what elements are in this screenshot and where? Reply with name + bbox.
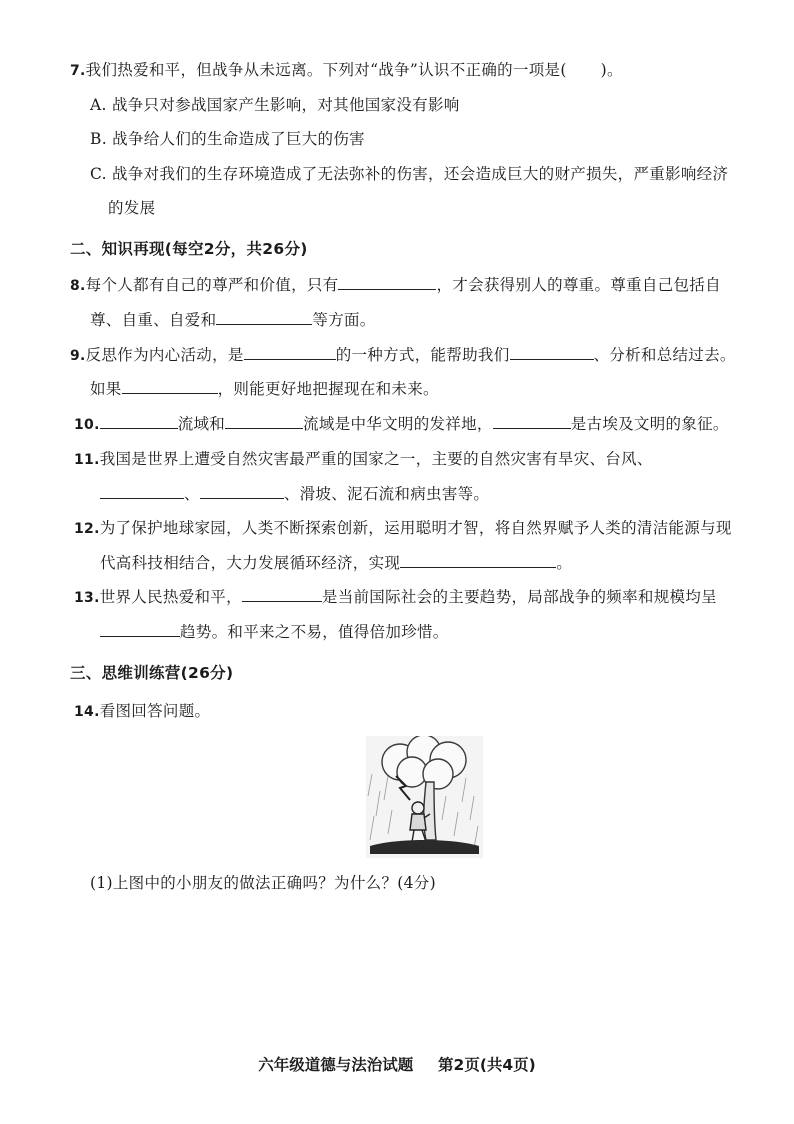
- q9-line-1: [70, 344, 736, 367]
- storm-tree-illustration: [366, 736, 483, 858]
- q11-blank-2[interactable]: [200, 483, 284, 499]
- q12-line-2: [100, 552, 572, 574]
- q7-option-c: C. 战争对我们的生存环境造成了无法弥补的伤害，还会造成巨大的财产损失，严重影响经济: [90, 165, 729, 183]
- q9-text-c: 、分析和总结过去。: [593, 346, 736, 364]
- q14-answer-area[interactable]: [90, 906, 750, 1026]
- q13-text-a: 世界人民热爱和平，: [99, 588, 242, 606]
- section-heading-3: 三、思维训练营(26分): [70, 664, 234, 682]
- q13-blank-2[interactable]: [100, 621, 180, 637]
- q9-blank-2[interactable]: [510, 344, 594, 360]
- q12-text-c: 。: [556, 554, 573, 572]
- q9-text-d: 如果: [90, 380, 122, 398]
- q10-text-c: 是古埃及文明的象征。: [570, 415, 729, 433]
- q7-option-c-cont: 的发展: [108, 199, 156, 217]
- q8-blank-2[interactable]: [216, 309, 312, 325]
- q7-number: 7.: [70, 63, 86, 79]
- q10-blank-1[interactable]: [100, 413, 178, 429]
- q13-text-b: 是当前国际社会的主要趋势，局部战争的频率和规模均呈: [321, 588, 717, 606]
- q8-number: 8.: [70, 278, 86, 294]
- q11-text-a: 我国是世界上遭受自然灾害最严重的国家之一，主要的自然灾害有旱灾、台风、: [99, 450, 653, 468]
- tree-trunk: [424, 782, 436, 840]
- q9-line-2: [90, 378, 439, 400]
- footer-title: 六年级道德与法治试题: [258, 1056, 414, 1074]
- q11-line-2: [100, 483, 489, 505]
- q11-number: 11.: [74, 452, 100, 468]
- q9-text-e: ，则能更好地把握现在和未来。: [217, 380, 439, 398]
- q7-stem-text-b: )。: [600, 61, 623, 79]
- q14-text: 看图回答问题。: [99, 702, 211, 720]
- q14-line: [74, 700, 210, 723]
- q10-line: [74, 413, 729, 436]
- q7-stem: [70, 59, 623, 82]
- q7-option-a: A. 战争只对参战国家产生影响，对其他国家没有影响: [90, 96, 460, 114]
- q11-line-1: [74, 448, 653, 471]
- q8-line-2: [90, 309, 376, 331]
- q9-blank-1[interactable]: [244, 344, 336, 360]
- q11-text-c: 、滑坡、泥石流和病虫害等。: [283, 485, 490, 503]
- q10-text-a: 流域和: [177, 415, 226, 433]
- q10-blank-3[interactable]: [493, 413, 571, 429]
- q13-line-2: [100, 621, 449, 643]
- q13-number: 13.: [74, 590, 100, 606]
- q11-blank-1[interactable]: [100, 483, 184, 499]
- q11-text-b: 、: [184, 485, 200, 503]
- q12-blank-1[interactable]: [400, 552, 556, 568]
- q12-text-a: 为了保护地球家园，人类不断探索创新，运用聪明才智，将自然界赋予人类的清洁能源与现: [99, 519, 732, 537]
- q8-text-b: ，才会获得别人的尊重。尊重自己包括自: [436, 276, 721, 294]
- q8-text-a: 每个人都有自己的尊严和价值，只有: [85, 276, 339, 294]
- q9-blank-3[interactable]: [122, 378, 218, 394]
- q13-line-1: [74, 586, 717, 609]
- q14-sub-question-1: (1)上图中的小朋友的做法正确吗？为什么？(4分): [90, 874, 436, 892]
- q9-text-a: 反思作为内心活动，是: [85, 346, 244, 364]
- q12-line-1: [74, 517, 732, 540]
- q13-text-c: 趋势。和平来之不易，值得倍加珍惜。: [180, 623, 449, 641]
- footer-page-number: 第2页(共4页): [438, 1056, 536, 1074]
- q10-number: 10.: [74, 417, 100, 433]
- q7-option-b: B. 战争给人们的生命造成了巨大的伤害: [90, 130, 365, 148]
- q12-number: 12.: [74, 521, 100, 537]
- q13-blank-1[interactable]: [242, 586, 322, 602]
- q9-text-b: 的一种方式，能帮助我们: [335, 346, 510, 364]
- q10-text-b: 流域是中华文明的发祥地，: [303, 415, 493, 433]
- q8-text-d: 等方面。: [312, 311, 376, 329]
- q12-text-b: 代高科技相结合，大力发展循环经济，实现: [100, 554, 401, 572]
- q10-blank-2[interactable]: [225, 413, 303, 429]
- q9-number: 9.: [70, 348, 86, 364]
- section-heading-2: 二、知识再现(每空2分，共26分): [70, 240, 308, 258]
- q8-blank-1[interactable]: [338, 274, 436, 290]
- q8-line-1: [70, 274, 721, 297]
- q7-stem-text-a: 我们热爱和平，但战争从未远离。下列对“战争”认识不正确的一项是(: [85, 61, 567, 79]
- q14-number: 14.: [74, 704, 100, 720]
- q8-text-c: 尊、自重、自爱和: [90, 311, 217, 329]
- page-footer: [0, 1053, 794, 1075]
